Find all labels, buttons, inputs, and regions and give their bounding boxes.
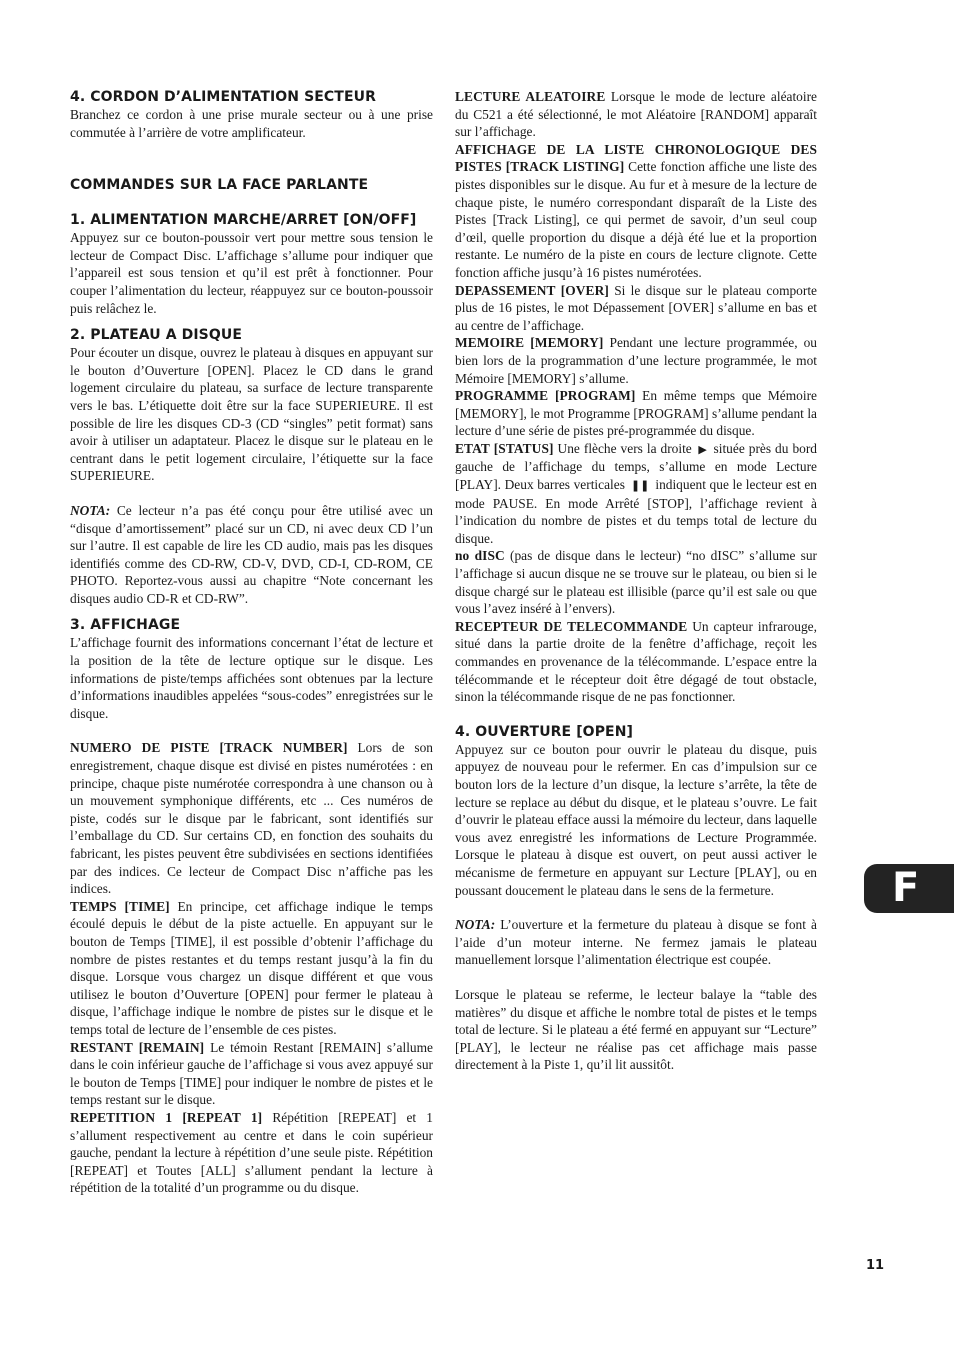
- nota-text-right: L’ouverture et la fermeture du plateau à disque se font à l’aide d’un moteur interne. Ne fermez jamais le plateau manuellement lorsque l’alimentation électrique est coupée.: [455, 917, 817, 968]
- repetition-label: REPETITION 1 [REPEAT 1]: [70, 1109, 263, 1125]
- memoire-paragraph: [455, 334, 817, 387]
- depassement-text: Si le disque sur le plateau comporte plus de 16 pistes, le mot Dépassement [OVER] s’allume en bas et au centre de l’affichage.: [455, 282, 817, 333]
- programme-label: PROGRAMME [PROGRAM]: [455, 388, 636, 404]
- programme-paragraph: [455, 387, 817, 440]
- nota-paragraph-right: [455, 916, 817, 969]
- right-column: [455, 88, 817, 1074]
- section-alim-text: Appuyez sur ce bouton-poussoir vert pour mettre sous tension le lecteur de Compact Disc. L’affichage s’allume pour indiquer que l’appareil est sous tension et qu’il est prêt à fonctionner. Pour couper l’alimentation du lecteur, réappuyez sur ce bouton-poussoir puis relâchez le.: [70, 230, 433, 316]
- page-number: 11: [866, 1258, 885, 1273]
- temps-paragraph: [70, 898, 433, 1039]
- liste-text: Cette fonction affiche une liste des pistes disponibles sur le disque. Au fur et à mesure de la lecture de chaque piste, le numéro correspondant disparaît de la Liste des Pistes [Track Listing], ce qui permet de savoir, d’un seul coup d’œil, quelle proportion du disque a déjà été lue et la proportion restante. Le numéro de la piste en cours de lecture clignote. Cette fonction affiche jusqu’à 16 pistes numérotées.: [455, 159, 817, 280]
- etat-label: ETAT [STATUS]: [455, 440, 554, 456]
- nodisc-text: (pas de disque dans le lecteur) “no dISC” s’allume sur l’affichage si aucun disque ne se trouve sur le plateau, ou bien si le disque chargé sur le plateau est illisible (parce qu’il est sale ou que vous l’avez inséré à l’envers).: [455, 548, 817, 617]
- numero-paragraph: [70, 739, 433, 897]
- restant-paragraph: [70, 1039, 433, 1109]
- etat-text-1: Une flèche vers la droite: [553, 440, 692, 456]
- repetition-paragraph: [70, 1109, 433, 1197]
- numero-label: NUMERO DE PISTE [TRACK NUMBER]: [70, 740, 348, 756]
- nota-label-right: NOTA:: [455, 917, 496, 933]
- section-cordon-text: Branchez ce cordon à une prise murale secteur ou à une prise commutée à l’arrière de votre amplificateur.: [70, 107, 433, 140]
- restant-text: Le témoin Restant [REMAIN] s’allume dans le coin inférieur gauche de l’affichage si vous avez appuyé sur le bouton de Temps [TIME] pour indiquer le nombre de pistes et le temps restant sur le disque.: [70, 1039, 433, 1108]
- recepteur-label: RECEPTEUR DE TELECOMMANDE: [455, 618, 688, 634]
- section-plateau-title: 2. PLATEAU A DISQUE: [70, 327, 242, 344]
- nota-paragraph-left: [70, 502, 433, 608]
- liste-label: AFFICHAGE DE LA LISTE CHRONOLOGIQUE DES PISTES [TRACK LISTING]: [455, 141, 817, 175]
- memoire-label: MEMOIRE [MEMORY]: [455, 335, 604, 351]
- section-affichage-title: 3. AFFICHAGE: [70, 617, 181, 634]
- left-column: [70, 88, 433, 1197]
- section-cordon-title: 4. CORDON D’ALIMENTATION SECTEUR: [70, 89, 376, 105]
- aleatoire-label: LECTURE ALEATOIRE: [455, 89, 606, 104]
- nodisc-label: no dISC: [455, 548, 505, 564]
- aleatoire-text: Lorsque le mode de lecture aléatoire du C521 a été sélectionné, le mot Aléatoire [RANDOM] apparaît sur l’affichage.: [455, 89, 817, 140]
- section-ouverture-title: 4. OUVERTURE [OPEN]: [455, 723, 634, 740]
- section-alim-title: 1. ALIMENTATION MARCHE/ARRET [ON/OFF]: [70, 212, 417, 229]
- etat-text-3: indiquent que le lecteur est en mode PAUSE. En mode Arrêté [STOP], l’affichage revient à l’indication du nombre de pistes et du temps total de lecture du disque.: [455, 477, 817, 546]
- section-commandes-title: COMMANDES SUR LA FACE PARLANTE: [70, 177, 369, 194]
- numero-text: Lors de son enregistrement, chaque disque est divisé en pistes numérotées : en principe, chaque piste numérotée correspondra à une chanson ou à un mouvement symphonique différents, etc ... Ces numéros de piste, codés sur le disque par le fabricant, sont identifiés sur l’emballage du CD. Sur certains CD, en fonction des souhaits du fabricant, les pistes peuvent être subdivisées en sections identifiées par des indices. Ce lecteur de Compact Disc n’affiche pas les indices.: [70, 740, 433, 897]
- section-ouverture-text: Appuyez sur ce bouton pour ouvrir le plateau du disque, puis appuyez de nouveau pour le refermer. En cas d’impulsion sur ce bouton lors de la lecture d’un disque, la lecture s’arrête, la tête de lecture se replace au début du disque, et le plateau s’ouvre. Le fait d’ouvrir le plateau efface aussi la mémoire du lecteur, dans laquelle vous avez enregistré les informations de Lecture Programmée. Lorsque le plateau à disque est ouvert, on peut aussi activer le mécanisme de fermeture en appuyant sur Lecture [PLAY], ou en poussant doucement le plateau dans le sens de la fermeture.: [455, 741, 817, 898]
- play-arrow-icon: ▶: [697, 442, 708, 456]
- memoire-text: Pendant une lecture programmée, ou bien lors de la programmation d’une lecture programmée, le mot Mémoire [MEMORY] s’allume.: [455, 335, 817, 386]
- nota-text: Ce lecteur n’a pas été conçu pour être utilisé avec un “disque d’amortissement” placé sur un CD, ni avec deux CD l’un sur l’autre. Il est capable de lire les CD audio, mais pas les disques identifiés comme des CD-RW, CD-V, DVD, CD-I, CD-ROM, CE PHOTO. Reportez-vous aussi au chapitre “Note concernant les disques audio CD-R et CD-RW”.: [70, 502, 433, 606]
- programme-text: En même temps que Mémoire [MEMORY], le mot Programme [PROGRAM] s’allume pendant la lecture d’une série de pistes pré-programmée du disque.: [455, 388, 817, 439]
- aleatoire-paragraph: [455, 88, 817, 141]
- repetition-text: Répétition [REPEAT] et 1 s’allument respectivement au centre et dans le coin supérieur gauche, pendant la lecture à répétition d’une seule piste. Répétition [REPEAT] et Toutes [ALL] s’allument pendant la lecture à répétition de la totalité d’un programme ou du disque.: [70, 1109, 433, 1196]
- liste-paragraph: [455, 141, 817, 282]
- final-paragraph: Lorsque le plateau se referme, le lecteur balaye la “table des matières” du disque et affiche le nombre total de pistes et le temps total de lecture. Si le plateau a été fermé en appuyant sur “Lecture” [PLAY], le lecteur ne réalise pas cet affichage mais passe directement à la Piste 1, qu’il lit aussitôt.: [455, 986, 817, 1073]
- restant-label: RESTANT [REMAIN]: [70, 1039, 205, 1055]
- language-tab-letter: F: [892, 865, 920, 911]
- pause-bars-icon: ❚❚: [630, 479, 650, 493]
- section-plateau-text: Pour écouter un disque, ouvrez le plateau à disques en appuyant sur le bouton d’Ouverture [OPEN]. Placez le CD dans le grand logement circulaire du plateau, sa surface de lecture transparente vers le bas. L’étiquette doit être sur la face SUPERIEURE. Il est possible de lire les disques CD-3 (CD “singles” petit format) sans avoir à utiliser un adaptateur. Placez le disque sur le plateau en le centrant dans le petit logement circulaire, l’étiquette sur la face SUPERIEURE.: [70, 345, 433, 484]
- language-tab: [864, 864, 954, 913]
- depassement-label: DEPASSEMENT [OVER]: [455, 282, 609, 298]
- section-affichage-text: L’affichage fournit des informations concernant l’état de lecture et la position de la tête de lecture optique sur le disque. Les informations de piste/temps affichées sont obtenues par la lecture d’informations inaudibles appelées “sous-codes” enregistrées sur le disque.: [70, 635, 433, 721]
- etat-paragraph: [455, 440, 817, 548]
- nota-label: NOTA:: [70, 502, 111, 518]
- nodisc-paragraph: [455, 547, 817, 617]
- temps-label: TEMPS [TIME]: [70, 898, 170, 914]
- etat-text-2: située près du bord gauche de l’affichage du temps, s’allume en mode Lecture [PLAY]. Deux barres verticales: [455, 440, 817, 493]
- temps-text: En principe, cet affichage indique le temps écoulé depuis le début de la piste actuelle. En appuyant sur le bouton de Temps [TIME], il est possible d’obtenir l’affichage du nombre de pistes restantes et du temps restant jusqu’à la fin du disque. Lorsque vous chargez un disque différent et que vous utilisez le bouton d’Ouverture [OPEN] pour fermer le plateau à disque, l’affichage indique le nombre de pistes sur le disque et le temps total de lecture de l’ensemble de ces pistes.: [70, 898, 434, 1037]
- depassement-paragraph: [455, 282, 817, 335]
- recepteur-paragraph: [455, 618, 817, 706]
- recepteur-text: Un capteur infrarouge, situé dans la partie droite de la fenêtre d’affichage, reçoit les commandes en provenance de la télécommande. L’espace entre la télécommande et le récepteur doit être dégagé de tout obstacle, sinon la télécommande risque de ne pas fonctionner.: [455, 618, 817, 705]
